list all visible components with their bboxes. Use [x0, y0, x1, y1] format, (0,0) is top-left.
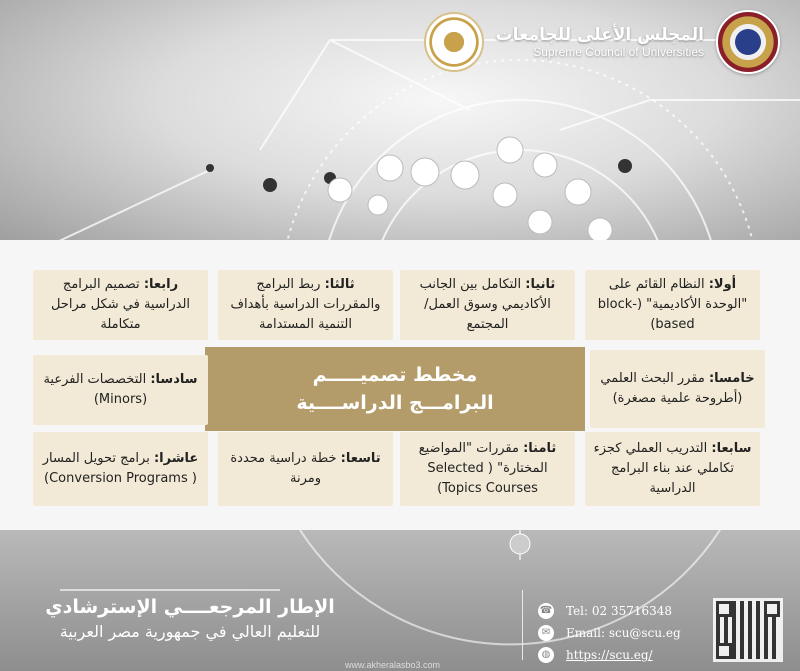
- contact-website[interactable]: https://scu.eg/: [566, 648, 653, 662]
- card-6-text: التخصصات الفرعية (Minors): [43, 372, 148, 407]
- qr-finder-top-right: [764, 601, 780, 617]
- watermark: www.akheralasbo3.com: [345, 660, 441, 670]
- card-2-title: ثانيا:: [525, 277, 556, 292]
- council-seal-logo: [716, 10, 780, 74]
- center-title-line-1: مخطط تصميـــــم: [312, 364, 478, 386]
- council-name-en: Supreme Council of Universities: [533, 45, 704, 59]
- globe-icon: ◍: [538, 647, 554, 663]
- card-6: [33, 355, 208, 425]
- card-1-text: النظام القائم على "الوحدة الأكاديمية" (block-based): [597, 277, 748, 332]
- qr-finder-bottom-left: [716, 643, 732, 659]
- footer-title-line-2: للتعليم العالي في جمهورية مصر العربية: [59, 622, 321, 641]
- qr-code: [713, 598, 783, 662]
- center-title: [205, 347, 585, 431]
- header: [424, 10, 780, 74]
- email-icon: ✉: [538, 625, 554, 641]
- card-9-text: خطة دراسية محددة ومرنة: [230, 451, 337, 486]
- footer-title: [40, 596, 340, 641]
- card-6-title: سادسا:: [150, 372, 198, 387]
- council-name-ar: المجلس الأعلى للجامعات: [495, 25, 704, 45]
- card-10-text: برامج تحويل المسار ( Conversion Programs): [42, 451, 197, 486]
- card-4: [33, 270, 208, 340]
- card-3: [218, 270, 393, 340]
- contact-info: [538, 600, 681, 666]
- card-10-title: عاشرا:: [153, 451, 199, 466]
- card-10: [33, 432, 208, 506]
- phone-icon: ☎: [538, 603, 554, 619]
- council-name: [496, 25, 704, 59]
- card-7: [585, 432, 760, 506]
- card-4-text: تصميم البرامج الدراسية في شكل مراحل متكاملة: [50, 277, 191, 332]
- card-9: [218, 432, 393, 506]
- card-5-title: خامسا:: [708, 371, 755, 386]
- card-4-title: رابعا:: [143, 277, 179, 292]
- footer-divider: [522, 590, 523, 660]
- card-8-title: ثامنا:: [523, 441, 557, 456]
- egypt-emblem-logo: [424, 12, 484, 72]
- contact-email[interactable]: Email: scu@scu.eg: [566, 626, 681, 640]
- card-7-text: التدريب العملي كجزء تكاملي عند بناء البرامج الدراسية: [593, 441, 734, 496]
- card-2-text: التكامل بين الجانب الأكاديمي وسوق العمل/المجتمع: [419, 277, 551, 332]
- card-1: [585, 270, 760, 340]
- card-8: [400, 432, 575, 506]
- card-5-text: مقرر البحث العلمي (أطروحة علمية مصغرة): [600, 371, 743, 406]
- card-8-text: مقررات "المواضيع المختارة" ( Selected Topics Courses): [418, 441, 548, 496]
- contact-tel: Tel: 02 35716348: [566, 604, 673, 618]
- card-9-title: تاسعا:: [340, 451, 381, 466]
- card-3-title: ثالثا:: [324, 277, 355, 292]
- footer-title-line-1: الإطار المرجعــــي الإسترشادي: [45, 596, 335, 618]
- card-7-title: سابعا:: [711, 441, 752, 456]
- card-1-title: أولا:: [708, 277, 737, 292]
- card-5: [590, 350, 765, 428]
- qr-finder-top-left: [716, 601, 732, 617]
- center-title-line-2: البرامـــج الدراســــية: [296, 392, 494, 414]
- card-3-text: ربط البرامج والمقررات الدراسية بأهداف التنمية المستدامة: [230, 277, 381, 332]
- card-2: [400, 270, 575, 340]
